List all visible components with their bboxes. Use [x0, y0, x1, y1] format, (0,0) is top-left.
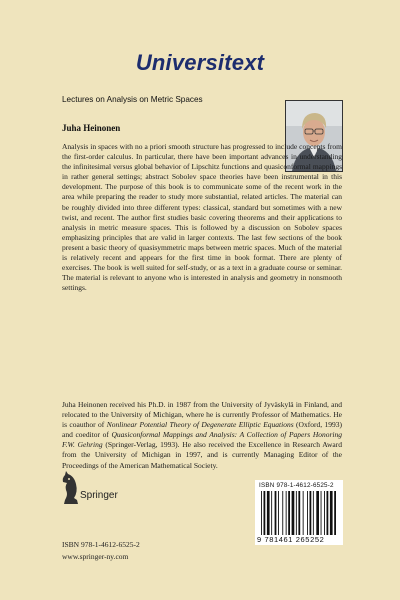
publisher-name: Springer [80, 490, 118, 501]
barcode-bars [261, 491, 337, 535]
barcode-bar [324, 491, 325, 535]
barcode-bar [316, 491, 319, 535]
barcode-bar [310, 491, 312, 535]
barcode-bar [288, 491, 290, 535]
barcode-bar [275, 491, 277, 535]
barcode-bar [271, 491, 272, 535]
barcode-bar [278, 491, 279, 535]
barcode-isbn-label: ISBN 978-1-4612-6525-2 [259, 482, 334, 489]
barcode-bar [267, 491, 270, 535]
isbn: ISBN 978-1-4612-6525-2 [62, 540, 140, 549]
author-name: Juha Heinonen [62, 123, 121, 133]
bio-text-1: Juha Heinonen received his Ph.D. in 1987 from the University of Jyväskylä in Finland, and relocated to the University of Michigan, where he is currently Professor of Mathematics. He is coauthor of [62, 400, 342, 430]
book-title: Lectures on Analysis on Metric Spaces [62, 95, 203, 104]
barcode-bar [292, 491, 295, 535]
author-biography [62, 400, 342, 471]
barcode-bar [286, 491, 287, 535]
barcode [255, 480, 343, 545]
barcode-digits: 9 781461 265252 [257, 535, 325, 544]
barcode-bar [303, 491, 304, 535]
barcode-bar [261, 491, 262, 535]
barcode-bar [334, 491, 336, 535]
bio-text-3: (Springer-Verlag, 1993). He also received the Excellence in Research Award from the University of Michigan in 1997, and is currently Managing Editor of the Proceedings of the American Mathematical Society. [62, 440, 342, 470]
barcode-bar [327, 491, 329, 535]
bio-text-2: (Oxford, 1993) and coeditor of [62, 420, 342, 440]
barcode-bar [298, 491, 300, 535]
barcode-bar [296, 491, 297, 535]
springer-knight-icon [60, 470, 82, 506]
barcode-bar [307, 491, 308, 535]
barcode-bar [264, 491, 266, 535]
bio-book-title-2: Quasiconformal Mappings and Analysis: A Collection of Papers Honoring F.W. Gehring [62, 430, 342, 450]
barcode-bar [330, 491, 333, 535]
publisher-url: www.springer-ny.com [62, 552, 129, 561]
series-title: Universitext [135, 50, 265, 75]
barcode-bar [282, 491, 283, 535]
barcode-bar [313, 491, 314, 535]
bio-book-title-1: Nonlinear Potential Theory of Degenerate Elliptic Equations [106, 420, 294, 430]
barcode-bar [321, 491, 322, 535]
book-description: Analysis in spaces with no a priori smooth structure has progressed to include concepts from the first-order calculus. In particular, there have been important advances in understanding the infinitesimal versus global behavior of Lipschitz functions and quasiconformal mappings in rather general settings; abstract Sobolev space theories have been instrumental in this development. The purpose of this book is to communicate some of the recent work in the area while preparing the reader to study more substantial, related articles. The material can be roughly divided into three different types: classical, standard but sometimes with a new twist, and recent. The author first studies basic covering theorems and their applications to analysis in metric measure spaces. This is followed by a discussion on Sobolev spaces emphasizing principles that are valid in larger contexts. The last few sections of the book present a basic theory of quasisymmetric maps between metric spaces. Much of the material is relatively recent and appears for the first time in book format. There are plenty of exercises. The book is well suited for self-study, or as a text in a graduate course or seminar. The material is relevant to anyone who is interested in analysis and geometry in nonsmooth settings. [62, 142, 342, 293]
